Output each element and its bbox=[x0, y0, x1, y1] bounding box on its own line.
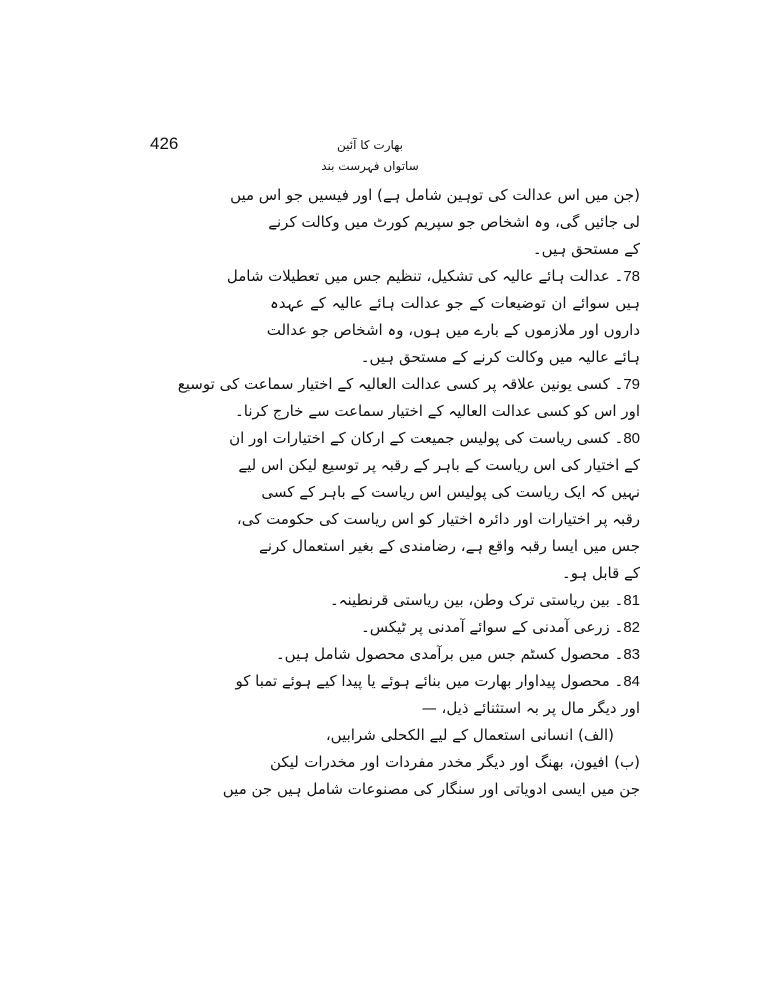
entry-number: 84 bbox=[623, 673, 640, 690]
line-text: کے اختیار کی اس ریاست کے باہر کے رقبہ پر توسیع لیکن اس لیے bbox=[238, 456, 640, 474]
page-number: 426 bbox=[150, 134, 179, 153]
text-line bbox=[222, 776, 640, 803]
entry-number: 79 bbox=[623, 376, 640, 393]
text-line bbox=[270, 344, 640, 371]
text-line bbox=[261, 479, 640, 506]
line-text: (جن میں اس عدالت کی توہین شامل ہے) اور فیسیں جو اس میں bbox=[230, 186, 640, 204]
line-text: لی جائیں گی، وہ اشخاص جو سپریم کورٹ میں وکالت کرنے bbox=[268, 213, 640, 231]
line-text: جن میں ایسی ادویاتی اور سنگار کی مصنوعات شامل ہیں جن میں bbox=[222, 780, 640, 798]
entry-line-80 bbox=[229, 425, 640, 452]
entry-line-84 bbox=[235, 668, 640, 695]
document-body bbox=[177, 182, 640, 803]
entry-number: 80 bbox=[623, 430, 640, 447]
text-line bbox=[230, 182, 640, 209]
line-text: کے مستحق ہیں۔ bbox=[532, 240, 640, 258]
line-text: جس میں ایسا رقبہ واقع ہے، رضامندی کے بغیر استعمال کرنے bbox=[259, 537, 640, 555]
line-text: (ب) افیون، بھنگ اور دیگر مخدر مفردات اور مخدرات لیکن bbox=[270, 753, 640, 771]
running-header-title: بھارت کا آئین bbox=[336, 138, 404, 152]
line-text: اور اس کو کسی عدالت العالیہ کے اختیار سماعت سے خارج کرنا۔ bbox=[234, 402, 640, 420]
entry-number: 83 bbox=[623, 646, 640, 663]
line-text: ۔ کسی یونین علاقہ پر کسی عدالت العالیہ کے اختیار سماعت کی توسیع bbox=[177, 375, 624, 393]
line-text: ۔ محصول پیداوار بھارت میں بنائے ہوئے یا پیدا کیے ہوئے تمبا کو bbox=[235, 672, 624, 690]
line-text: داروں اور ملازموں کے بارے میں ہوں، وہ اشخاص جو عدالت bbox=[266, 321, 640, 339]
entry-number: 78 bbox=[623, 268, 640, 285]
entry-line-83 bbox=[270, 641, 640, 668]
text-line bbox=[270, 695, 640, 722]
line-text: (الف) انسانی استعمال کے لیے الکحلی شرابیں، bbox=[325, 726, 614, 744]
line-text: ہیں سوائے ان توضیعات کے جو عدالت ہائے عالیہ کے عہدہ bbox=[270, 294, 640, 312]
line-text: اور دیگر مال پر بہ استثنائے ذیل، — bbox=[421, 699, 640, 717]
entry-number: 81 bbox=[623, 592, 640, 609]
text-line bbox=[236, 506, 640, 533]
entry-line-82 bbox=[270, 614, 640, 641]
line-text: کے قابل ہو۔ bbox=[561, 564, 640, 582]
entry-line-81 bbox=[270, 587, 640, 614]
line-text: ۔ محصول کسٹم جس میں برآمدی محصول شامل ہیں۔ bbox=[275, 645, 624, 663]
text-line bbox=[270, 560, 640, 587]
entry-line-79 bbox=[177, 371, 640, 398]
text-line bbox=[266, 317, 640, 344]
line-text: رقبہ پر اختیارات اور دائرہ اختیار کو اس ریاست کی حکومت کی، bbox=[236, 510, 640, 528]
text-line bbox=[238, 452, 640, 479]
line-text: ۔ کسی ریاست کی پولیس جمیعت کے ارکان کے اختیارات اور ان bbox=[229, 429, 624, 447]
text-line bbox=[234, 398, 640, 425]
running-header-schedule: ساتواں فہرست بند bbox=[321, 159, 419, 173]
line-text: ہائے عالیہ میں وکالت کرنے کے مستحق ہیں۔ bbox=[360, 348, 640, 366]
line-text: نہیں کہ ایک ریاست کی پولیس اس ریاست کے باہر کے کسی bbox=[261, 483, 640, 501]
text-line bbox=[270, 722, 640, 749]
entry-line-78 bbox=[226, 263, 640, 290]
text-line bbox=[270, 290, 640, 317]
text-line bbox=[270, 236, 640, 263]
entry-number: 82 bbox=[623, 619, 640, 636]
text-line bbox=[270, 749, 640, 776]
line-text: ۔ بین ریاستی ترک وطن، بین ریاستی قرنطینہ۔ bbox=[329, 591, 624, 609]
line-text: ۔ عدالت ہائے عالیہ کی تشکیل، تنظیم جس میں تعطیلات شامل bbox=[226, 267, 624, 285]
line-text: ۔ زرعی آمدنی کے سوائے آمدنی پر ٹیکس۔ bbox=[360, 618, 624, 636]
text-line bbox=[270, 209, 640, 236]
text-line bbox=[259, 533, 640, 560]
